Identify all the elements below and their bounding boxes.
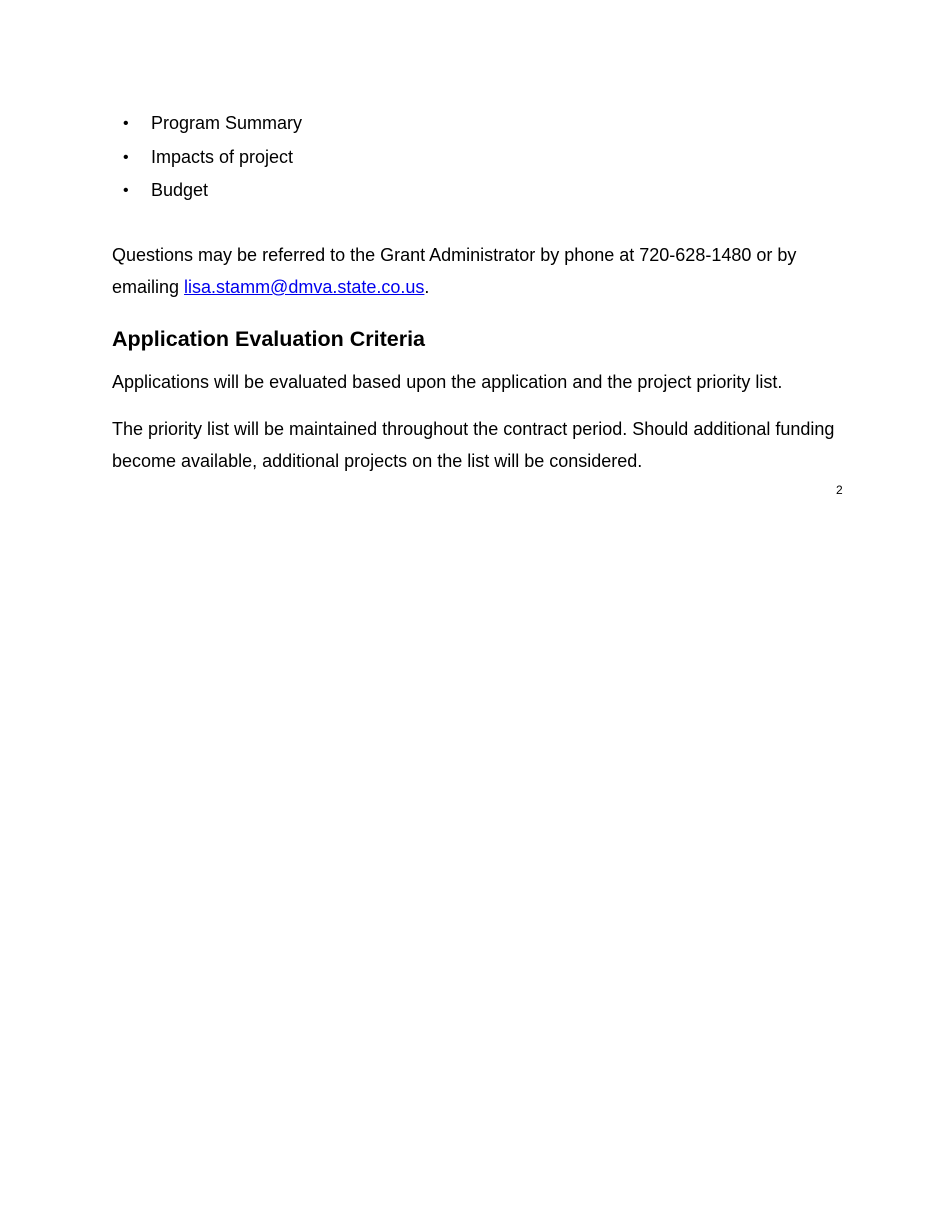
list-item-text: Program Summary	[151, 113, 303, 133]
priority-list-paragraph: The priority list will be maintained throughout the contract period. Should additional funding become available, additional projects on the list will be considered.	[112, 419, 835, 471]
list-item-text: Impacts of project	[151, 146, 294, 167]
bullet-icon: •	[123, 182, 129, 199]
bullet-icon: •	[123, 148, 129, 166]
questions-paragraph	[112, 239, 852, 303]
page-number: 2	[836, 483, 843, 497]
section-heading: Application Evaluation Criteria	[112, 327, 425, 351]
questions-text-end: .	[424, 277, 430, 297]
evaluation-paragraph: Applications will be evaluated based upon the application and the project priority list.	[112, 372, 783, 392]
email-link[interactable]: lisa.stamm@dmva.state.co.us	[184, 277, 425, 297]
questions-text: Questions may be referred to the Grant Administrator by phone at 720-628-1480 or by emailing	[112, 245, 797, 297]
list-item-text: Budget	[151, 180, 209, 200]
bullet-icon: •	[123, 115, 129, 132]
